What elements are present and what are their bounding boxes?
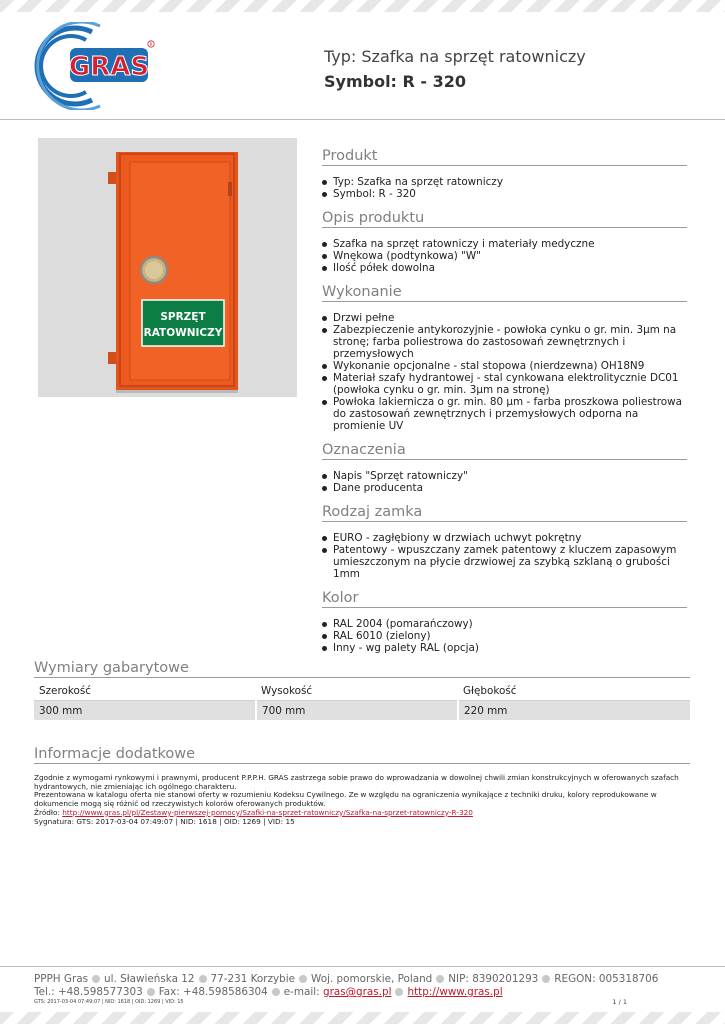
section-title: Wykonanie [322, 284, 687, 302]
list-item: Zabezpieczenie antykorozyjnie - powłoka cynku o gr. min. 3µm na stronę; farba poliestrowa do zastosowań zewnętrznych i przemysłowych [322, 324, 687, 360]
section-title: Kolor [322, 590, 687, 608]
source-link[interactable]: http://www.gras.pl/pl/Zestawy-pierwszej-pomocy/Szafki-na-sprzet-ratowniczy/Szafka-na-sprzet-ratowniczy-R-320 [62, 807, 473, 817]
page-number: 1 / 1 [612, 998, 627, 1006]
footer-email-link[interactable]: gras@gras.pl [323, 986, 392, 998]
section-wykonanie [322, 284, 687, 432]
logo-text: GRAS [68, 52, 150, 82]
gras-logo [30, 22, 160, 110]
list-item: Drzwi pełne [322, 312, 687, 324]
header-cell-width: Szerokość [34, 681, 256, 701]
sign-line-2: RATOWNICZY [143, 327, 223, 339]
footer-street: ul. Sławieńska 12 [104, 973, 195, 985]
list-item: RAL 6010 (zielony) [322, 630, 687, 642]
list-item: Szafka na sprzęt ratowniczy i materiały medyczne [322, 238, 687, 250]
list-item: Typ: Szafka na sprzęt ratowniczy [322, 176, 687, 188]
header-divider [0, 119, 725, 120]
table-header-row [34, 681, 690, 701]
list-item: Powłoka lakiernicza o gr. min. 80 µm - farba proszkowa poliestrowa do zastosowań zewnętrznych i przemysłowych odporna na promienie UV [322, 396, 687, 432]
list-item: RAL 2004 (pomarańczowy) [322, 618, 687, 630]
value-cell-height: 700 mm [256, 701, 458, 721]
list-item: EURO - zagłębiony w drzwiach uchwyt pokrętny [322, 532, 687, 544]
section-produkt [322, 148, 687, 200]
list-item: Patentowy - wpuszczany zamek patentowy z kluczem zapasowym umieszczonym na płycie drzwiowej za szybką szklaną o grubości 1mm [322, 544, 687, 580]
footer-nip: NIP: 8390201293 [448, 973, 539, 985]
list-item: Ilość półek dowolna [322, 262, 687, 274]
section-opis-produktu [322, 210, 687, 274]
footer [34, 973, 694, 1006]
footer-company: PPPH Gras [34, 973, 89, 985]
separator-dot-icon [299, 975, 307, 983]
list-item: Napis "Sprzęt ratowniczy" [322, 470, 687, 482]
footer-address-row [34, 973, 694, 986]
product-photo [38, 138, 297, 397]
header-cell-depth: Głębokość [458, 681, 690, 701]
footer-region: Woj. pomorskie, Poland [311, 973, 433, 985]
sign-line-1: SPRZĘT [160, 311, 206, 323]
separator-dot-icon [542, 975, 550, 983]
footer-website-link[interactable]: http://www.gras.pl [407, 986, 503, 998]
footer-city: 77-231 Korzybie [210, 973, 296, 985]
list-item: Symbol: R - 320 [322, 188, 687, 200]
list-item: Wnękowa (podtynkowa) "W" [322, 250, 687, 262]
section-title: Rodzaj zamka [322, 504, 687, 522]
value-cell-depth: 220 mm [458, 701, 690, 721]
footer-email-label: e-mail: [283, 986, 320, 998]
table-row [34, 701, 690, 721]
value-cell-width: 300 mm [34, 701, 256, 721]
footer-contact-row [34, 986, 694, 999]
section-kolor [322, 590, 687, 654]
product-type-heading: Typ: Szafka na sprzęt ratowniczy [324, 47, 586, 66]
list-item: Wykonanie opcjonalne - stal stopowa (nierdzewna) OH18N9 [322, 360, 687, 372]
additional-info-text [34, 774, 694, 826]
product-details [322, 148, 687, 664]
separator-dot-icon [272, 988, 280, 996]
section-oznaczenia [322, 442, 687, 494]
top-stripe [0, 0, 725, 12]
footer-fax: Fax: +48.598586304 [158, 986, 268, 998]
catalog-paragraph: Prezentowana w katalogu oferta nie stanowi oferty w rozumieniu Kodeksu Cywilnego. Ze w względu na ograniczenia wynikające z techniki druku, kolory reprodukowane w dokumencie mogą się różnić od rzeczywistych kolorów oferowanych produktów. [34, 790, 657, 809]
rescue-equipment-sign [142, 300, 224, 346]
source-label: Źródło: [34, 807, 63, 817]
svg-text:R: R [149, 42, 153, 47]
section-title: Produkt [322, 148, 687, 166]
separator-dot-icon [147, 988, 155, 996]
list-item: Inny - wg palety RAL (opcja) [322, 642, 687, 654]
footer-divider [0, 966, 725, 967]
product-symbol-heading: Symbol: R - 320 [324, 72, 467, 91]
additional-info-title: Informacje dodatkowe [34, 746, 690, 764]
section-title: Oznaczenia [322, 442, 687, 460]
separator-dot-icon [395, 988, 403, 996]
section-rodzaj-zamka [322, 504, 687, 580]
separator-dot-icon [92, 975, 100, 983]
separator-dot-icon [436, 975, 444, 983]
list-item: Materiał szafy hydrantowej - stal cynkowana elektrolitycznie DC01 (powłoka cynku o gr. min. 3µm na stronę) [322, 372, 687, 396]
dimensions-table [34, 681, 690, 720]
separator-dot-icon [199, 975, 207, 983]
disclaimer-paragraph: Zgodnie z wymogami rynkowymi i prawnymi, producent P.P.P.H. GRAS zastrzega sobie prawo do wprowadzania w dowolnej chwili zmian konstrukcyjnych w oferowanych szafach hydrantowych, nie zmieniając ich ogólnego charakteru. [34, 773, 679, 791]
footer-regon: REGON: 005318706 [554, 973, 659, 985]
list-item: Dane producenta [322, 482, 687, 494]
section-title: Opis produktu [322, 210, 687, 228]
footer-gts-line: GTS: 2017-03-04 07:49:07 | NID: 1618 | OID: 1269 | VID: 15 [34, 999, 184, 1005]
dimensions-title: Wymiary gabarytowe [34, 660, 690, 678]
bottom-stripe [0, 1012, 725, 1024]
footer-tel: Tel.: +48.598577303 [34, 986, 143, 998]
header-cell-height: Wysokość [256, 681, 458, 701]
signature-line: Sygnatura: GTS: 2017-03-04 07:49:07 | NID: 1618 | OID: 1269 | VID: 15 [34, 816, 295, 826]
